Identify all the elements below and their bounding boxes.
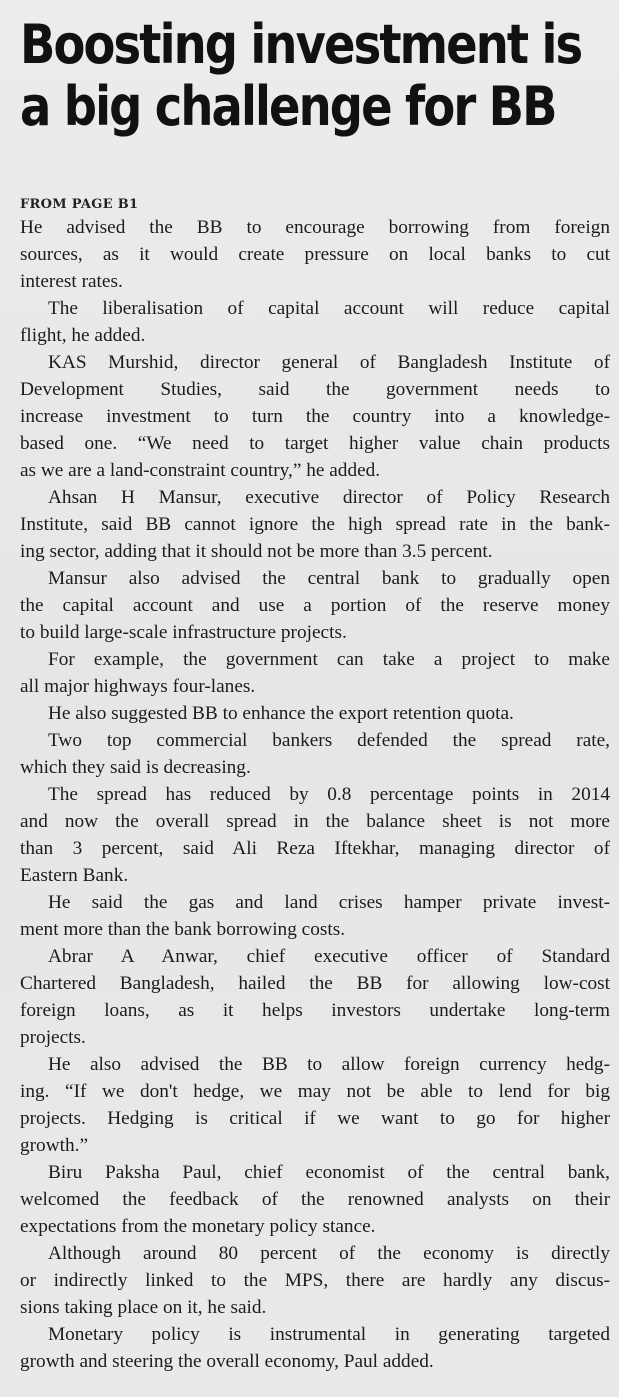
article-paragraph — [20, 1159, 610, 1240]
article-line: projects. — [20, 1027, 86, 1048]
article-line: sions taking place on it, he said. — [20, 1297, 267, 1318]
article-line: Chartered Bangladesh, hailed the BB for allowing low-cost — [20, 973, 610, 994]
article-paragraph — [20, 484, 610, 565]
article-line: Abrar A Anwar, chief executive officer of Standard — [48, 946, 610, 967]
article-line: Mansur also advised the central bank to gradually open — [48, 568, 610, 589]
article-line: welcomed the feedback of the renowned analysts on their — [20, 1189, 610, 1210]
article-line: He also advised the BB to allow foreign currency hedg- — [48, 1054, 610, 1075]
article-line: based one. “We need to target higher value chain products — [20, 433, 610, 454]
article-line: than 3 percent, said Ali Reza Iftekhar, managing director of — [20, 838, 610, 859]
article-line: KAS Murshid, director general of Bangladesh Institute of — [48, 352, 610, 373]
article-paragraph — [20, 295, 610, 349]
article-paragraph — [20, 214, 610, 295]
article-body — [20, 214, 610, 1375]
article-line: Monetary policy is instrumental in generating targeted — [48, 1324, 610, 1345]
article-line: flight, he added. — [20, 325, 146, 346]
article-paragraph — [20, 349, 610, 484]
article-line: He also suggested BB to enhance the export retention quota. — [48, 703, 514, 724]
article-line: which they said is decreasing. — [20, 757, 251, 778]
headline — [20, 13, 582, 138]
article-line: ing sector, adding that it should not be more than 3.5 percent. — [20, 541, 493, 562]
article-line: The liberalisation of capital account will reduce capital — [48, 298, 610, 319]
article-line: projects. Hedging is critical if we want to go for higher — [20, 1108, 610, 1129]
article-line: growth.” — [20, 1135, 89, 1156]
article-line: For example, the government can take a project to make — [48, 649, 610, 670]
article-line: ing. “If we don't hedge, we may not be able to lend for big — [20, 1081, 610, 1102]
article-line: expectations from the monetary policy stance. — [20, 1216, 376, 1237]
article-line: the capital account and use a portion of the reserve money — [20, 595, 610, 616]
article-line: Ahsan H Mansur, executive director of Policy Research — [48, 487, 610, 508]
article-line: to build large-scale infrastructure projects. — [20, 622, 347, 643]
article-paragraph — [20, 646, 610, 700]
from-page-kicker: FROM PAGE B1 — [20, 197, 139, 212]
article-line: The spread has reduced by 0.8 percentage points in 2014 — [48, 784, 610, 805]
article-line: and now the overall spread in the balance sheet is not more — [20, 811, 610, 832]
article-paragraph — [20, 700, 610, 727]
article-paragraph — [20, 1240, 610, 1321]
article-paragraph — [20, 943, 610, 1051]
article-line: Two top commercial bankers defended the spread rate, — [48, 730, 610, 751]
article-line: as we are a land-constraint country,” he added. — [20, 460, 381, 481]
article-paragraph — [20, 565, 610, 646]
article-line: interest rates. — [20, 271, 123, 292]
headline-line: a big challenge for BB — [20, 75, 556, 138]
headline-line: Boosting investment is — [20, 13, 582, 76]
article-line: sources, as it would create pressure on local banks to cut — [20, 244, 610, 265]
article-paragraph — [20, 1051, 610, 1159]
article-line: Biru Paksha Paul, chief economist of the central bank, — [48, 1162, 610, 1183]
article-paragraph — [20, 781, 610, 889]
article-line: Institute, said BB cannot ignore the high spread rate in the bank- — [20, 514, 610, 535]
article-paragraph — [20, 1321, 610, 1375]
article-line: or indirectly linked to the MPS, there are hardly any discus- — [20, 1270, 610, 1291]
article-line: Eastern Bank. — [20, 865, 129, 886]
article-line: all major highways four-lanes. — [20, 676, 256, 697]
article-line: He advised the BB to encourage borrowing from foreign — [20, 217, 610, 238]
article-line: He said the gas and land crises hamper private invest- — [48, 892, 610, 913]
article-line: Development Studies, said the government needs to — [20, 379, 610, 400]
article-line: growth and steering the overall economy, Paul added. — [20, 1351, 434, 1372]
article-paragraph — [20, 727, 610, 781]
article-line: ment more than the bank borrowing costs. — [20, 919, 346, 940]
article-line: increase investment to turn the country into a knowledge- — [20, 406, 610, 427]
article-paragraph — [20, 889, 610, 943]
article-line: Although around 80 percent of the economy is directly — [48, 1243, 610, 1264]
article-line: foreign loans, as it helps investors undertake long-term — [20, 1000, 610, 1021]
